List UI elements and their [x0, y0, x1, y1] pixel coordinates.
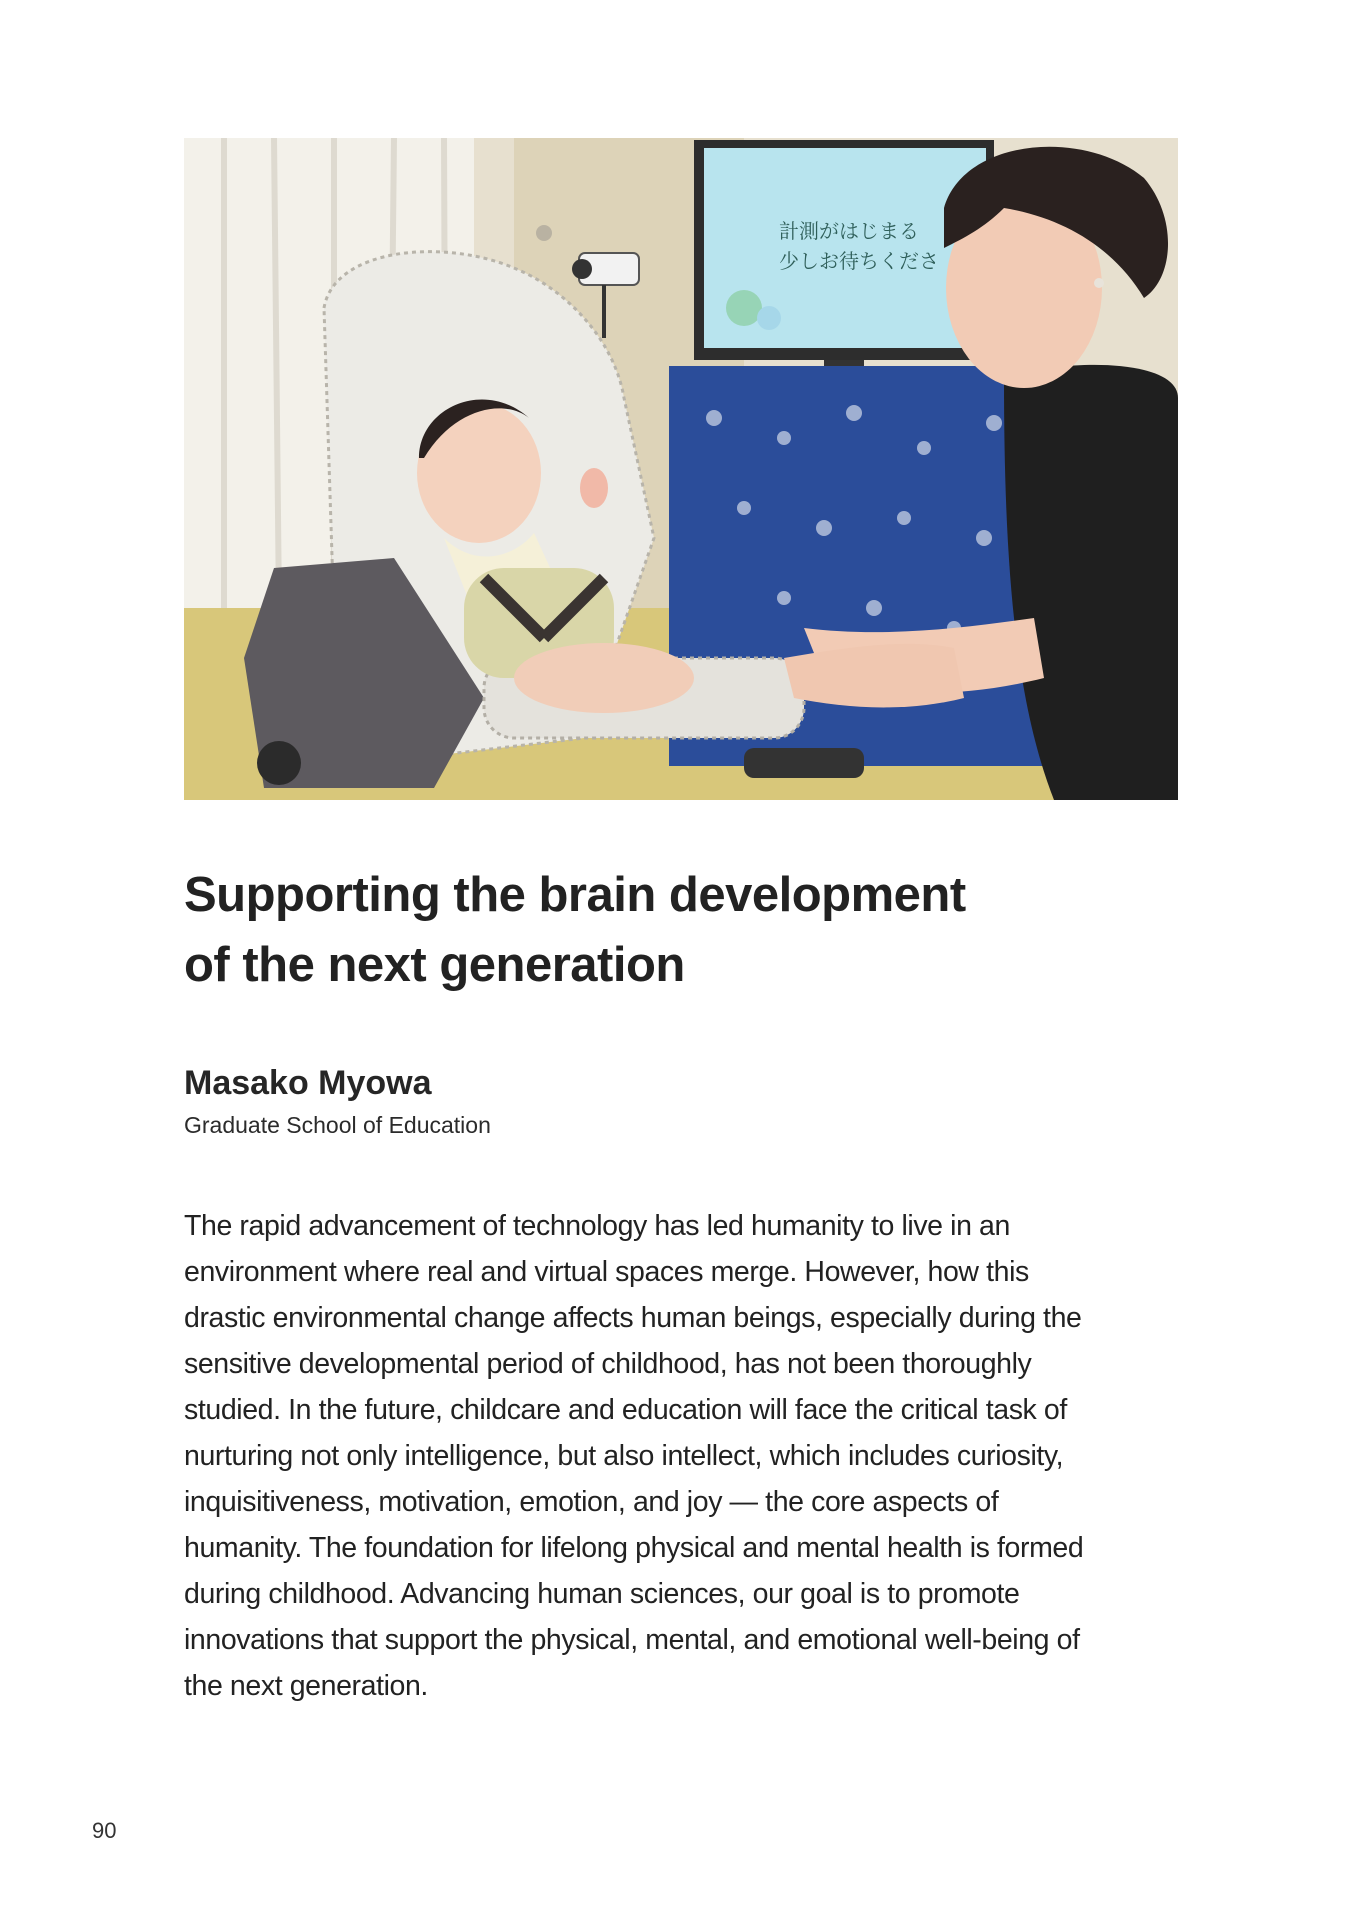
body-line: humanity. The foundation for lifelong physical and mental health is formed: [184, 1532, 1084, 1564]
body-line: nurturing not only intelligence, but also intellect, which includes curiosity,: [184, 1440, 1064, 1472]
title-line: of the next generation: [184, 938, 685, 992]
article-body: [184, 1203, 1184, 1709]
article-photo: [184, 138, 1178, 800]
body-line: environment where real and virtual spaces merge. However, how this: [184, 1256, 1029, 1288]
page-number: 90: [92, 1818, 117, 1843]
body-line: during childhood. Advancing human sciences, our goal is to promote: [184, 1578, 1020, 1610]
author-name: Masako Myowa: [184, 1064, 432, 1102]
body-line: The rapid advancement of technology has led humanity to live in an: [184, 1210, 1010, 1242]
screen-text-line-1: 計測がはじまる: [779, 219, 919, 243]
screen-text-line-2: 少しお待ちくださ: [779, 249, 939, 273]
body-line: inquisitiveness, motivation, emotion, and joy — the core aspects of: [184, 1486, 999, 1518]
author-affiliation: Graduate School of Education: [184, 1112, 491, 1138]
title-line: Supporting the brain development: [184, 868, 966, 922]
body-line: sensitive developmental period of childhood, has not been thoroughly: [184, 1348, 1032, 1380]
body-line: drastic environmental change affects human beings, especially during the: [184, 1302, 1082, 1334]
body-line: the next generation.: [184, 1670, 428, 1702]
body-line: studied. In the future, childcare and education will face the critical task of: [184, 1394, 1067, 1426]
body-line: innovations that support the physical, mental, and emotional well-being of: [184, 1624, 1080, 1656]
article-title: [184, 860, 1178, 1000]
